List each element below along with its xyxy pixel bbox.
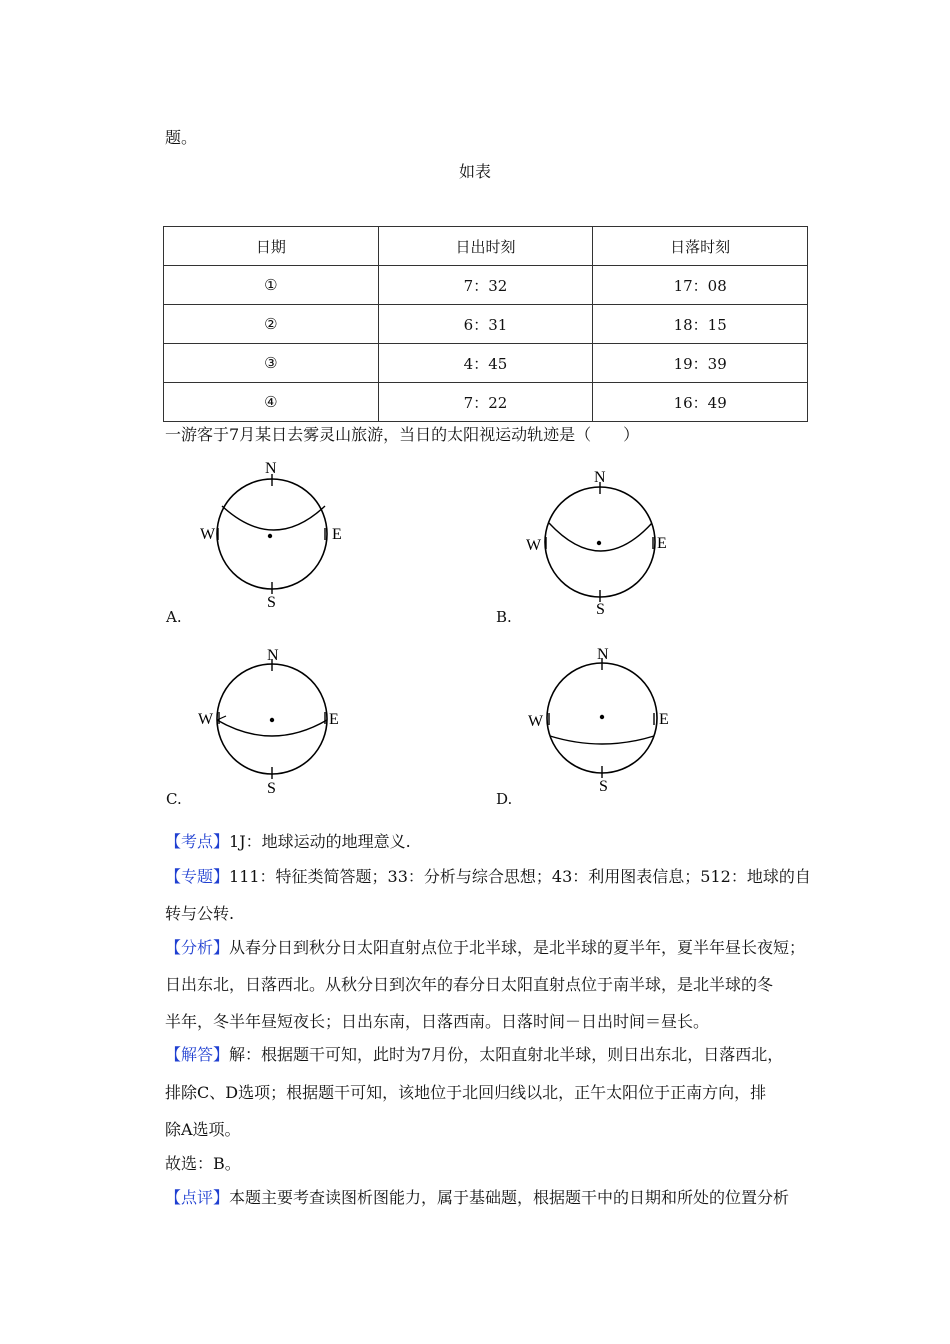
table-cell: 16：49 <box>593 383 808 422</box>
table-cell: 18：15 <box>593 305 808 344</box>
jieda-text: 解：根据题干可知，此时为7月份，太阳直射北半球，则日出东北，日落西北， <box>229 1045 784 1064</box>
east-label: E <box>329 711 339 728</box>
east-label: E <box>657 535 667 552</box>
kaodian-text: 1J：地球运动的地理意义. <box>229 832 411 851</box>
table-row <box>164 383 808 422</box>
dianping-section <box>165 1188 789 1208</box>
kaodian-tag: 【考点】 <box>165 832 230 851</box>
west-label: W <box>528 713 544 730</box>
jieda-tag: 【解答】 <box>165 1045 230 1064</box>
table-row <box>164 266 808 305</box>
answer-text: 故选：B。 <box>165 1154 241 1173</box>
sunrise-sunset-table <box>163 226 808 422</box>
fenxi-section <box>165 938 805 958</box>
fenxi-text: 从春分日到秋分日太阳直射点位于北半球，是北半球的夏半年，夏半年昼长夜短； <box>229 938 806 957</box>
east-label: E <box>332 526 342 543</box>
table-cell: 6：31 <box>378 305 593 344</box>
west-label: W <box>198 711 214 728</box>
jieda-line-3: 除A选项。 <box>165 1120 241 1139</box>
option-b-label: B. <box>496 608 512 626</box>
option-c-label: C. <box>166 790 182 808</box>
table-caption: 如表 <box>458 162 491 181</box>
table-cell: ④ <box>164 383 379 422</box>
option-c-diagram <box>190 642 360 802</box>
sun-path <box>222 506 325 530</box>
option-d-label: D. <box>496 790 513 808</box>
table-cell: 17：08 <box>593 266 808 305</box>
zhuanti-tag: 【专题】 <box>165 867 230 886</box>
sun-path <box>549 523 652 551</box>
south-label: S <box>599 778 608 795</box>
west-label: W <box>200 526 216 543</box>
fenxi-line-2: 日出东北，日落西北。从秋分日到次年的春分日太阳直射点位于南半球，是北半球的冬 <box>165 975 774 994</box>
dianping-tag: 【点评】 <box>165 1188 230 1207</box>
observer-dot <box>270 718 274 722</box>
table-cell: 4：45 <box>378 344 593 383</box>
zhuanti-section <box>165 867 811 887</box>
west-label: W <box>526 537 542 554</box>
option-d-diagram <box>520 642 690 802</box>
zhuanti-line-2: 转与公转. <box>165 904 235 923</box>
table-header-row <box>164 227 808 266</box>
column-header: 日出时刻 <box>378 227 593 266</box>
kaodian-section <box>165 832 411 852</box>
jieda-section <box>165 1045 783 1065</box>
table-row <box>164 344 808 383</box>
table-cell: 19：39 <box>593 344 808 383</box>
observer-dot <box>268 534 272 538</box>
north-label: N <box>267 647 279 664</box>
column-header: 日落时刻 <box>593 227 808 266</box>
table-row <box>164 305 808 344</box>
jieda-line-2: 排除C、D选项；根据题干可知，该地位于北回归线以北，正午太阳位于正南方向，排 <box>165 1083 767 1102</box>
zhuanti-text: 111：特征类简答题；33：分析与综合思想；43：利用图表信息；512：地球的自 <box>229 867 811 886</box>
column-header: 日期 <box>164 227 379 266</box>
north-label: N <box>597 646 609 663</box>
table-cell: 7：32 <box>378 266 593 305</box>
option-a-diagram <box>190 456 360 616</box>
question-text: 一游客于7月某日去雾灵山旅游，当日的太阳视运动轨迹是（ ） <box>165 425 640 444</box>
table-cell: ③ <box>164 344 379 383</box>
table-cell: 7：22 <box>378 383 593 422</box>
south-label: S <box>267 780 276 797</box>
north-label: N <box>594 469 606 486</box>
sun-path <box>550 736 654 744</box>
option-a-label: A. <box>166 608 182 626</box>
dianping-text: 本题主要考查读图析图能力，属于基础题，根据题干中的日期和所处的位置分析 <box>229 1188 790 1207</box>
observer-dot <box>600 715 604 719</box>
horizon-circle <box>217 479 327 589</box>
sun-path <box>217 720 327 736</box>
observer-dot <box>597 541 601 545</box>
fenxi-tag: 【分析】 <box>165 938 230 957</box>
option-b-diagram <box>520 466 690 626</box>
south-label: S <box>596 601 605 618</box>
south-label: S <box>267 594 276 611</box>
intro-fragment: 题。 <box>165 128 198 147</box>
north-label: N <box>265 460 277 477</box>
table-cell: ② <box>164 305 379 344</box>
east-label: E <box>659 711 669 728</box>
fenxi-line-3: 半年，冬半年昼短夜长；日出东南，日落西南。日落时间－日出时间＝昼长。 <box>165 1012 710 1031</box>
table-cell: ① <box>164 266 379 305</box>
